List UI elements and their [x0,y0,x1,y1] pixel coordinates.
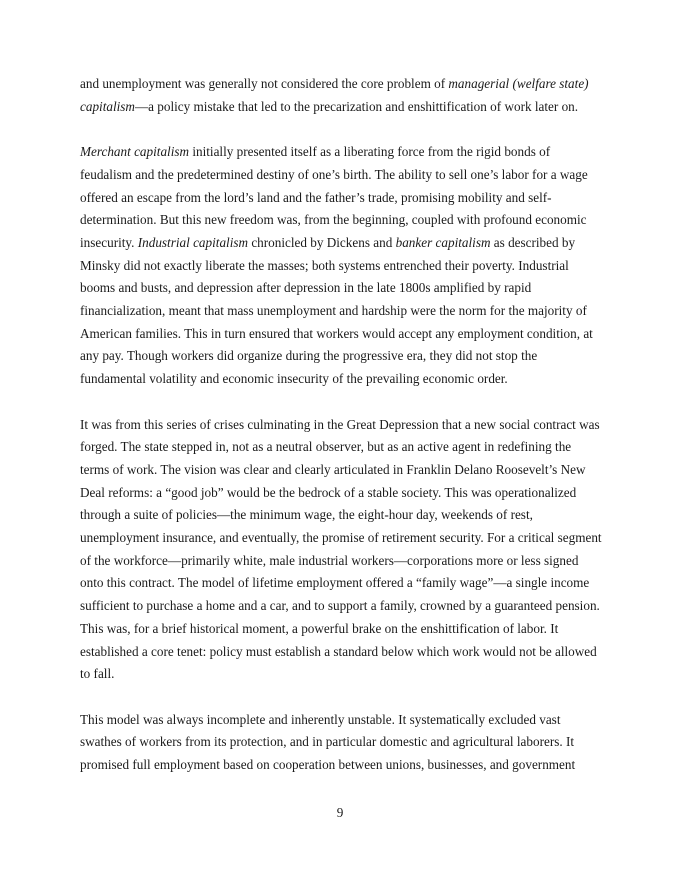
text-run: It was from this series of crises culminating in the Great Depression that a new social contract was forged. The state stepped in, not as a neutral observer, but as an active agent in redefining the terms of work. The vision was clear and clearly articulated in Franklin Delano Roosevelt’s New Deal reforms: a “good job” would be the bedrock of a stable society. This was operationalized through a suite of policies—the minimum wage, the eight-hour day, weekends of rest, unemployment insurance, and eventually, the promise of retirement security. For a critical segment of the workforce—primarily white, male industrial workers—corporations more or less signed onto this contract. The model of lifetime employment offered a “family wage”—a single income sufficient to purchase a home and a car, and to support a family, crowned by a guaranteed pension. This was, for a brief historical moment, a powerful brake on the enshittification of labor. It established a core tenet: policy must establish a standard below which work would not be allowed to fall. [80,416,602,682]
italic-run: Merchant capitalism [80,144,190,160]
paragraph [80,73,602,118]
paragraph [80,709,602,777]
text-run: and unemployment was generally not considered the core problem of [80,76,449,91]
page-number: 9 [336,805,344,820]
paragraph [80,141,602,391]
text-run: This model was always incomplete and inherently unstable. It systematically excluded vast swathes of workers from its protection, and in particular domestic and agricultural laborers. It promised full employment based on cooperation between unions, businesses, and government [80,711,576,773]
text-run: as described by Minsky did not exactly liberate the masses; both systems entrenched their poverty. Industrial booms and busts, and depression after depression in the late 1800s amplified by rapid financialization, meant that mass unemployment and hardship were the norm for the majority of American families. This in turn ensured that workers would accept any employment condition, at any pay. Though workers did organize during the progressive era, they did not stop the fundamental volatility and economic insecurity of the prevailing economic order. [80,234,593,387]
paragraph [80,414,602,686]
text-run: —a policy mistake that led to the precarization and enshittification of work later on. [134,98,579,114]
text-run: initially presented itself as a liberating force from the rigid bonds of feudalism and the predetermined destiny of one’s birth. The ability to sell one’s labor for a wage offered an escape from the lord’s land and the father’s trade, promising mobility and self-determination. But this new freedom was, from the beginning, coupled with profound economic insecurity. [80,144,588,250]
italic-run: Industrial capitalism [137,234,249,250]
italic-run: managerial (welfare state) capitalism [80,76,589,114]
page-body-text [80,73,602,777]
text-run: chronicled by Dickens and [248,234,396,250]
italic-run: banker capitalism [395,234,491,250]
